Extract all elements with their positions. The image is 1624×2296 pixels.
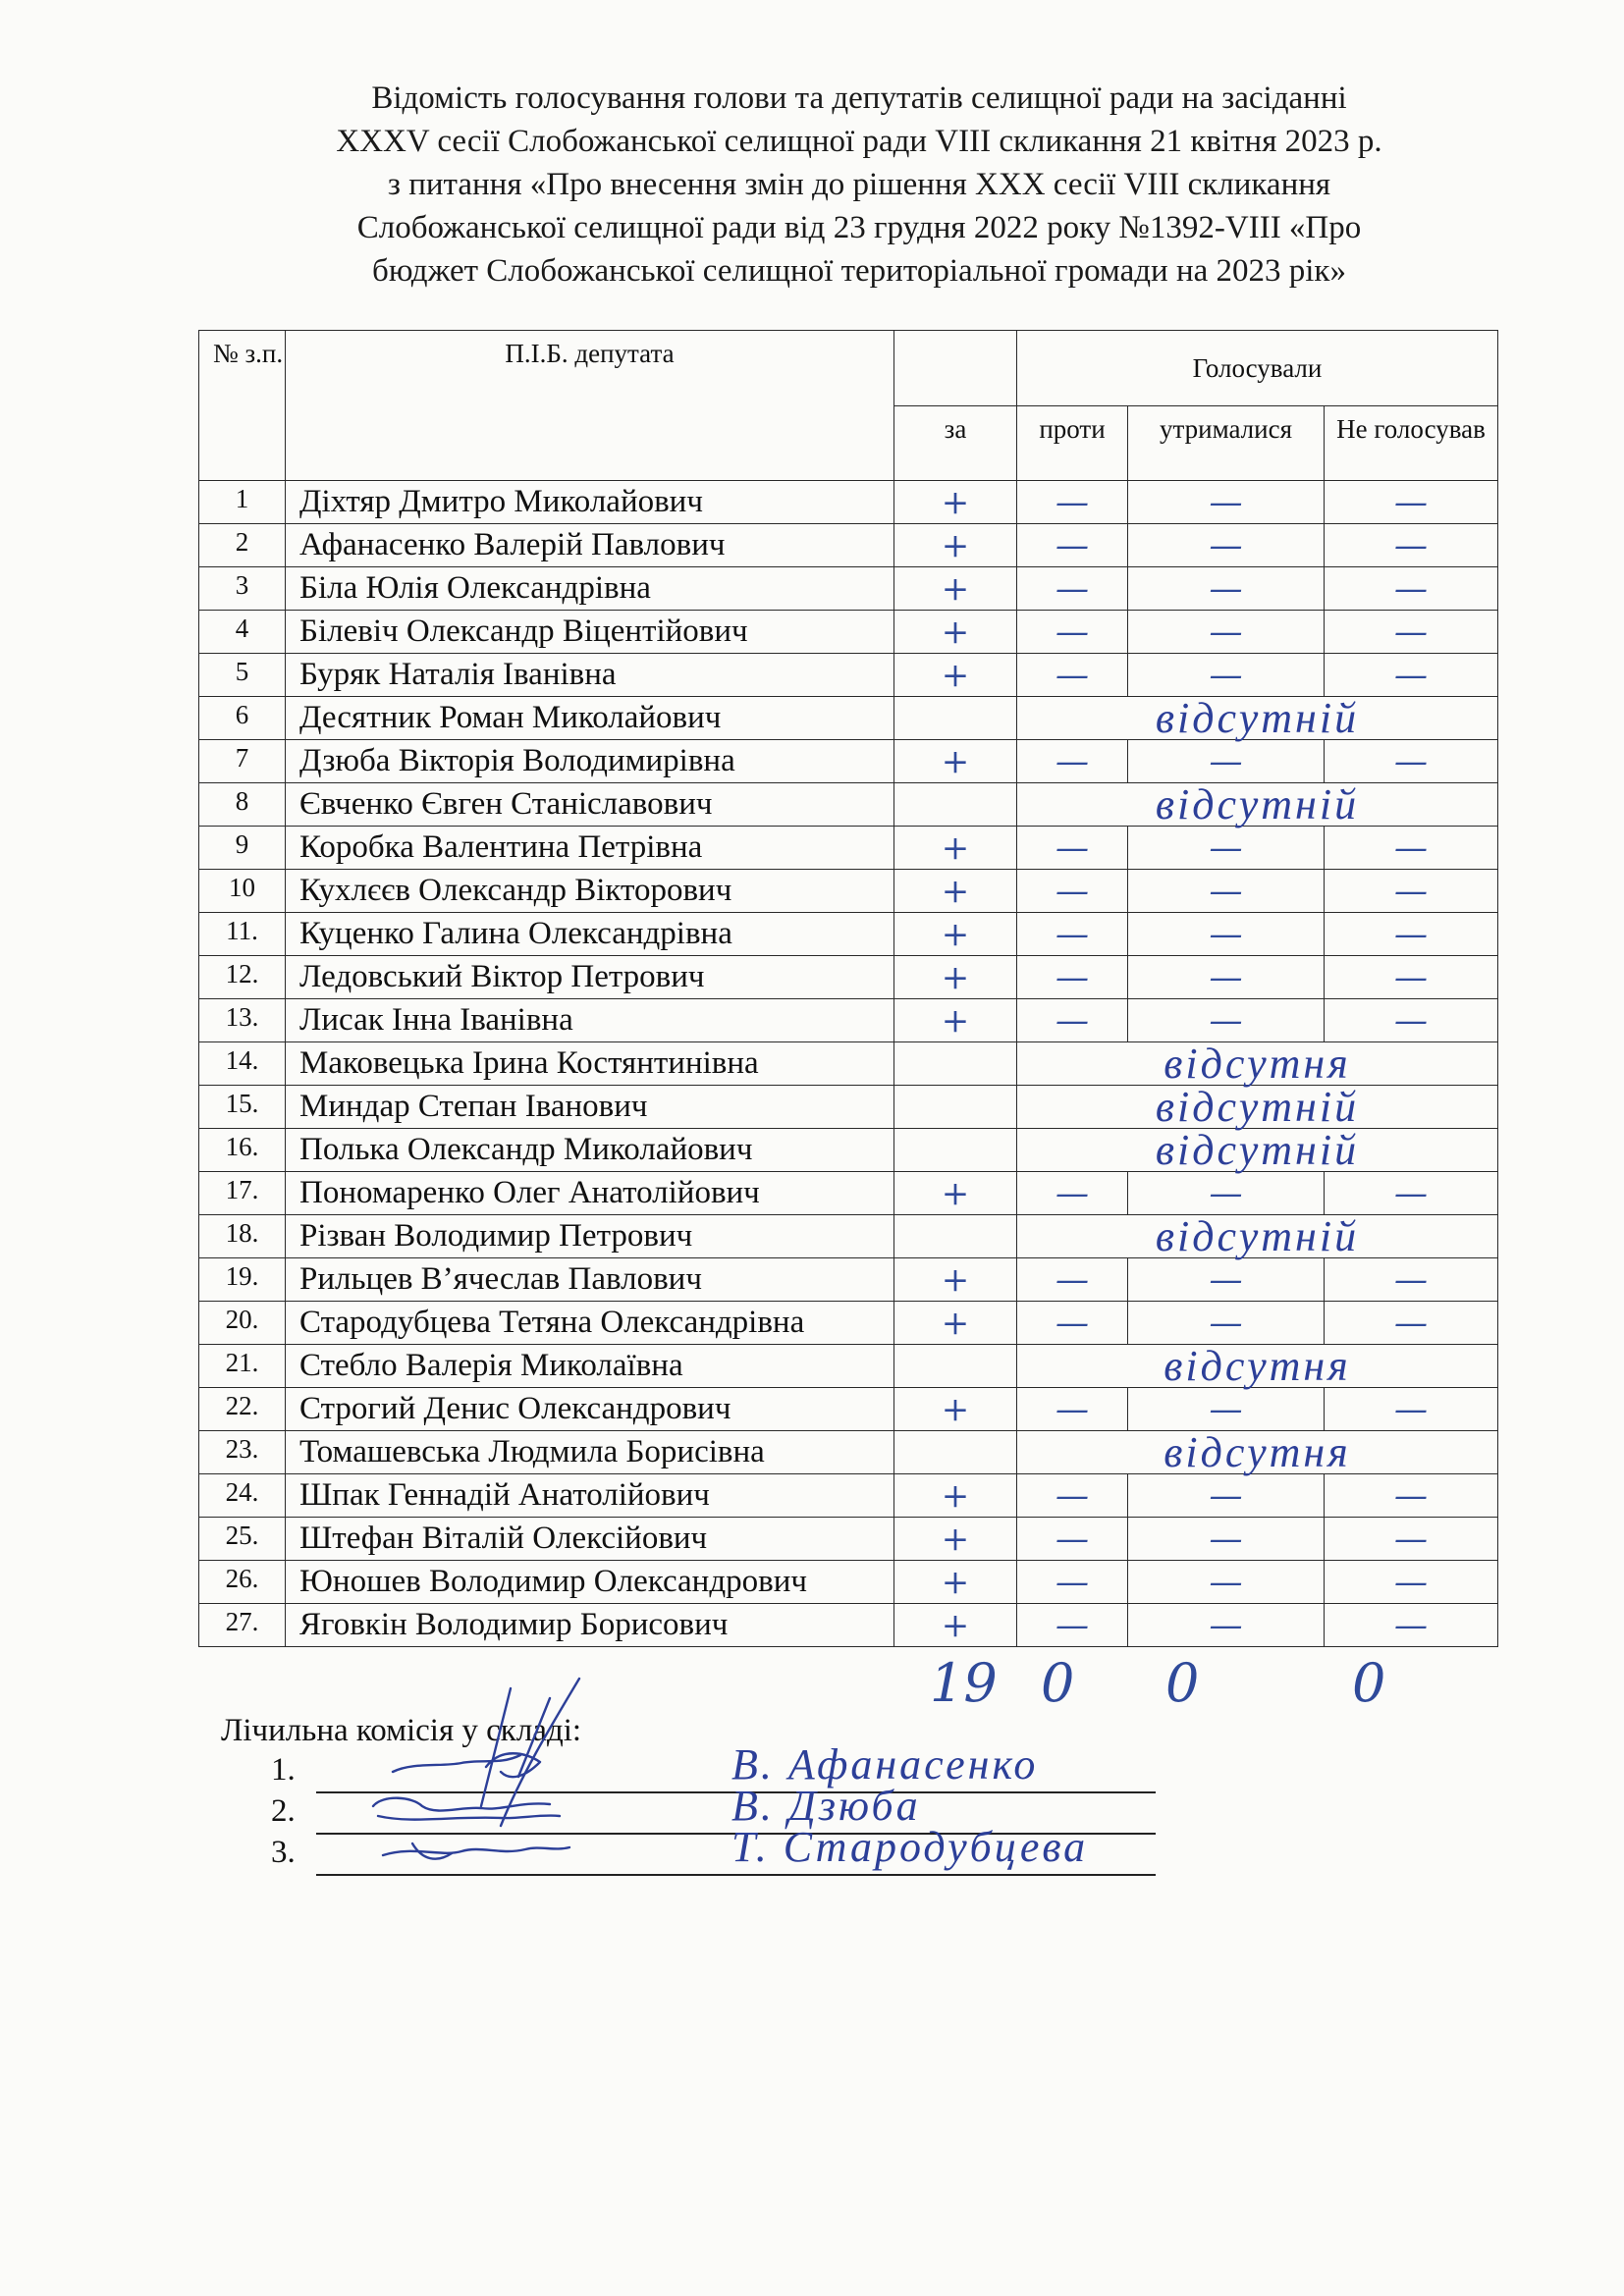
vote-za: + xyxy=(894,654,1017,697)
vote-proty: — xyxy=(1017,654,1128,697)
member-number: 1. xyxy=(271,1752,296,1788)
header-empty xyxy=(894,331,1017,406)
vote-utrymalysia: — xyxy=(1128,870,1325,913)
vote-ne-holosuvav: — xyxy=(1325,654,1498,697)
vote-utrymalysia: — xyxy=(1128,567,1325,611)
vote-proty: — xyxy=(1017,956,1128,999)
member-name: Т. Стародубцева xyxy=(731,1823,1089,1871)
row-number: 6 xyxy=(199,697,286,740)
table-row xyxy=(199,524,1498,567)
table-row xyxy=(199,783,1498,827)
deputy-name: Миндар Степан Іванович xyxy=(286,1086,894,1129)
vote-proty: — xyxy=(1017,1561,1128,1604)
deputy-name: Рильцев В’ячеслав Павлович xyxy=(286,1258,894,1302)
vote-ne-holosuvav: — xyxy=(1325,567,1498,611)
row-number: 12. xyxy=(199,956,286,999)
deputy-name: Білевіч Олександр Віцентійович xyxy=(286,611,894,654)
vote-proty: — xyxy=(1017,524,1128,567)
row-number: 25. xyxy=(199,1518,286,1561)
deputy-name: Біла Юлія Олександрівна xyxy=(286,567,894,611)
vote-za xyxy=(894,1345,1017,1388)
deputy-name: Маковецька Ірина Костянтинівна xyxy=(286,1042,894,1086)
table-row xyxy=(199,999,1498,1042)
row-number: 23. xyxy=(199,1431,286,1474)
member-name: В. Дзюба xyxy=(731,1782,921,1830)
title-line: Слобожанської селищної ради від 23 грудня 2022 року №1392-VIII «Про xyxy=(356,210,1362,245)
vote-ne-holosuvav: — xyxy=(1325,1172,1498,1215)
vote-za xyxy=(894,1129,1017,1172)
deputy-name: Ледовський Віктор Петрович xyxy=(286,956,894,999)
deputy-name: Діхтяр Дмитро Миколайович xyxy=(286,481,894,524)
vote-za: + xyxy=(894,524,1017,567)
vote-utrymalysia: — xyxy=(1128,1258,1325,1302)
vote-utrymalysia: — xyxy=(1128,740,1325,783)
vote-proty: — xyxy=(1017,1604,1128,1647)
table-row xyxy=(199,870,1498,913)
row-number: 19. xyxy=(199,1258,286,1302)
deputy-name: Коробка Валентина Петрівна xyxy=(286,827,894,870)
table-row xyxy=(199,654,1498,697)
vote-utrymalysia: — xyxy=(1128,524,1325,567)
vote-za: + xyxy=(894,611,1017,654)
table-row xyxy=(199,913,1498,956)
vote-ne-holosuvav: — xyxy=(1325,1561,1498,1604)
row-number: 8 xyxy=(199,783,286,827)
absent-note: відсутній xyxy=(1017,1129,1498,1172)
row-number: 27. xyxy=(199,1604,286,1647)
absent-note: відсутній xyxy=(1017,1086,1498,1129)
row-number: 4 xyxy=(199,611,286,654)
table-row xyxy=(199,1561,1498,1604)
row-number: 18. xyxy=(199,1215,286,1258)
total-za: 19 xyxy=(930,1652,998,1714)
absent-note: відсутній xyxy=(1017,1215,1498,1258)
vote-utrymalysia: — xyxy=(1128,1302,1325,1345)
vote-ne-holosuvav: — xyxy=(1325,870,1498,913)
vote-za xyxy=(894,697,1017,740)
deputy-name: Шпак Геннадій Анатолійович xyxy=(286,1474,894,1518)
deputy-name: Кухлєєв Олександр Вікторович xyxy=(286,870,894,913)
member-name: В. Афанасенко xyxy=(731,1740,1039,1789)
vote-za xyxy=(894,1215,1017,1258)
header-za: за xyxy=(894,406,1017,481)
absent-note: відсутня xyxy=(1017,1431,1498,1474)
vote-za: + xyxy=(894,956,1017,999)
row-number: 22. xyxy=(199,1388,286,1431)
title-line: бюджет Слобожанської селищної територіальної громади на 2023 рік» xyxy=(372,253,1346,289)
vote-za: + xyxy=(894,1604,1017,1647)
header-utrymalysia: утрималися xyxy=(1128,406,1325,481)
vote-utrymalysia: — xyxy=(1128,1604,1325,1647)
vote-utrymalysia: — xyxy=(1128,1172,1325,1215)
vote-ne-holosuvav: — xyxy=(1325,1302,1498,1345)
title-line: Відомість голосування голови та депутатів селищної ради на засіданні xyxy=(371,80,1347,116)
deputy-name: Стародубцева Тетяна Олександрівна xyxy=(286,1302,894,1345)
document-title xyxy=(226,77,1492,293)
table-row xyxy=(199,1518,1498,1561)
row-number: 13. xyxy=(199,999,286,1042)
row-number: 9 xyxy=(199,827,286,870)
vote-proty: — xyxy=(1017,481,1128,524)
title-line: з питання «Про внесення змін до рішення XXX сесії VIII скликання xyxy=(387,167,1331,202)
header-name: П.І.Б. депутата xyxy=(286,331,894,481)
table-row xyxy=(199,740,1498,783)
vote-utrymalysia: — xyxy=(1128,1518,1325,1561)
deputy-name: Пономаренко Олег Анатолійович xyxy=(286,1172,894,1215)
vote-proty: — xyxy=(1017,827,1128,870)
deputy-name: Євченко Євген Станіславович xyxy=(286,783,894,827)
deputy-name: Лисак Інна Іванівна xyxy=(286,999,894,1042)
vote-proty: — xyxy=(1017,740,1128,783)
vote-za xyxy=(894,1042,1017,1086)
table-row xyxy=(199,1302,1498,1345)
vote-ne-holosuvav: — xyxy=(1325,1604,1498,1647)
vote-proty: — xyxy=(1017,567,1128,611)
deputy-name: Афанасенко Валерій Павлович xyxy=(286,524,894,567)
vote-proty: — xyxy=(1017,1258,1128,1302)
vote-za: + xyxy=(894,999,1017,1042)
vote-za: + xyxy=(894,1474,1017,1518)
vote-za: + xyxy=(894,913,1017,956)
vote-utrymalysia: — xyxy=(1128,999,1325,1042)
table-row xyxy=(199,1388,1498,1431)
deputy-name: Юношев Володимир Олександрович xyxy=(286,1561,894,1604)
voting-table xyxy=(198,330,1498,1647)
member-number: 3. xyxy=(271,1835,296,1870)
vote-proty: — xyxy=(1017,1172,1128,1215)
vote-ne-holosuvav: — xyxy=(1325,611,1498,654)
table-row xyxy=(199,956,1498,999)
vote-za: + xyxy=(894,1258,1017,1302)
vote-ne-holosuvav: — xyxy=(1325,481,1498,524)
vote-proty: — xyxy=(1017,611,1128,654)
vote-za: + xyxy=(894,1302,1017,1345)
vote-za: + xyxy=(894,870,1017,913)
vote-utrymalysia: — xyxy=(1128,827,1325,870)
row-number: 15. xyxy=(199,1086,286,1129)
vote-utrymalysia: — xyxy=(1128,913,1325,956)
vote-ne-holosuvav: — xyxy=(1325,740,1498,783)
table-row xyxy=(199,481,1498,524)
deputy-name: Десятник Роман Миколайович xyxy=(286,697,894,740)
vote-utrymalysia: — xyxy=(1128,1561,1325,1604)
deputy-name: Яговкін Володимир Борисович xyxy=(286,1604,894,1647)
vote-ne-holosuvav: — xyxy=(1325,999,1498,1042)
deputy-name: Різван Володимир Петрович xyxy=(286,1215,894,1258)
title-line: XXXV сесії Слобожанської селищної ради VIII скликання 21 квітня 2023 р. xyxy=(336,124,1382,159)
vote-proty: — xyxy=(1017,1474,1128,1518)
absent-note: відсутня xyxy=(1017,1042,1498,1086)
vote-ne-holosuvav: — xyxy=(1325,913,1498,956)
deputy-name: Дзюба Вікторія Володимирівна xyxy=(286,740,894,783)
header-voted: Голосували xyxy=(1017,331,1498,406)
vote-utrymalysia: — xyxy=(1128,611,1325,654)
vote-za: + xyxy=(894,1518,1017,1561)
row-number: 2 xyxy=(199,524,286,567)
vote-za xyxy=(894,1431,1017,1474)
row-number: 26. xyxy=(199,1561,286,1604)
vote-proty: — xyxy=(1017,913,1128,956)
row-number: 10 xyxy=(199,870,286,913)
vote-ne-holosuvav: — xyxy=(1325,956,1498,999)
vote-ne-holosuvav: — xyxy=(1325,1474,1498,1518)
vote-za: + xyxy=(894,740,1017,783)
table-row xyxy=(199,1172,1498,1215)
row-number: 21. xyxy=(199,1345,286,1388)
vote-za: + xyxy=(894,1561,1017,1604)
vote-utrymalysia: — xyxy=(1128,654,1325,697)
row-number: 16. xyxy=(199,1129,286,1172)
commission-label: Лічильна комісія у складі: xyxy=(221,1713,582,1748)
table-row xyxy=(199,567,1498,611)
row-number: 1 xyxy=(199,481,286,524)
vote-za xyxy=(894,1086,1017,1129)
table-row xyxy=(199,1431,1498,1474)
vote-ne-holosuvav: — xyxy=(1325,827,1498,870)
total-utrymalysia: 0 xyxy=(1165,1652,1200,1714)
table-row xyxy=(199,1604,1498,1647)
table-row xyxy=(199,1345,1498,1388)
absent-note: відсутній xyxy=(1017,697,1498,740)
row-number: 17. xyxy=(199,1172,286,1215)
row-number: 11. xyxy=(199,913,286,956)
vote-za: + xyxy=(894,1388,1017,1431)
row-number: 20. xyxy=(199,1302,286,1345)
vote-utrymalysia: — xyxy=(1128,1474,1325,1518)
row-number: 3 xyxy=(199,567,286,611)
absent-note: відсутня xyxy=(1017,1345,1498,1388)
table-row xyxy=(199,827,1498,870)
vote-za: + xyxy=(894,481,1017,524)
vote-proty: — xyxy=(1017,1518,1128,1561)
deputy-name: Строгий Денис Олександрович xyxy=(286,1388,894,1431)
table-row xyxy=(199,1474,1498,1518)
row-number: 24. xyxy=(199,1474,286,1518)
handwritten-signatures xyxy=(353,1669,746,1895)
deputy-name: Стебло Валерія Миколаївна xyxy=(286,1345,894,1388)
table-row xyxy=(199,1258,1498,1302)
row-number: 14. xyxy=(199,1042,286,1086)
vote-proty: — xyxy=(1017,999,1128,1042)
vote-za xyxy=(894,783,1017,827)
deputy-name: Штефан Віталій Олексійович xyxy=(286,1518,894,1561)
vote-utrymalysia: — xyxy=(1128,481,1325,524)
vote-proty: — xyxy=(1017,1302,1128,1345)
absent-note: відсутній xyxy=(1017,783,1498,827)
total-proty: 0 xyxy=(1041,1652,1075,1714)
table-row xyxy=(199,697,1498,740)
vote-ne-holosuvav: — xyxy=(1325,1518,1498,1561)
member-number: 2. xyxy=(271,1793,296,1829)
vote-ne-holosuvav: — xyxy=(1325,524,1498,567)
row-number: 5 xyxy=(199,654,286,697)
vote-za: + xyxy=(894,1172,1017,1215)
deputy-name: Томашевська Людмила Борисівна xyxy=(286,1431,894,1474)
header-ne-holosuvav: Не голосував xyxy=(1325,406,1498,481)
row-number: 7 xyxy=(199,740,286,783)
vote-ne-holosuvav: — xyxy=(1325,1258,1498,1302)
table-row xyxy=(199,1129,1498,1172)
vote-proty: — xyxy=(1017,1388,1128,1431)
table-row xyxy=(199,611,1498,654)
header-number: № з.п. xyxy=(199,331,286,481)
header-proty: проти xyxy=(1017,406,1128,481)
vote-utrymalysia: — xyxy=(1128,956,1325,999)
total-ne-holosuvav: 0 xyxy=(1352,1652,1386,1714)
deputy-name: Куценко Галина Олександрівна xyxy=(286,913,894,956)
vote-za: + xyxy=(894,827,1017,870)
vote-za: + xyxy=(894,567,1017,611)
vote-ne-holosuvav: — xyxy=(1325,1388,1498,1431)
table-row xyxy=(199,1086,1498,1129)
table-row xyxy=(199,1042,1498,1086)
deputy-name: Полька Олександр Миколайович xyxy=(286,1129,894,1172)
vote-proty: — xyxy=(1017,870,1128,913)
vote-utrymalysia: — xyxy=(1128,1388,1325,1431)
table-row xyxy=(199,1215,1498,1258)
deputy-name: Буряк Наталія Іванівна xyxy=(286,654,894,697)
